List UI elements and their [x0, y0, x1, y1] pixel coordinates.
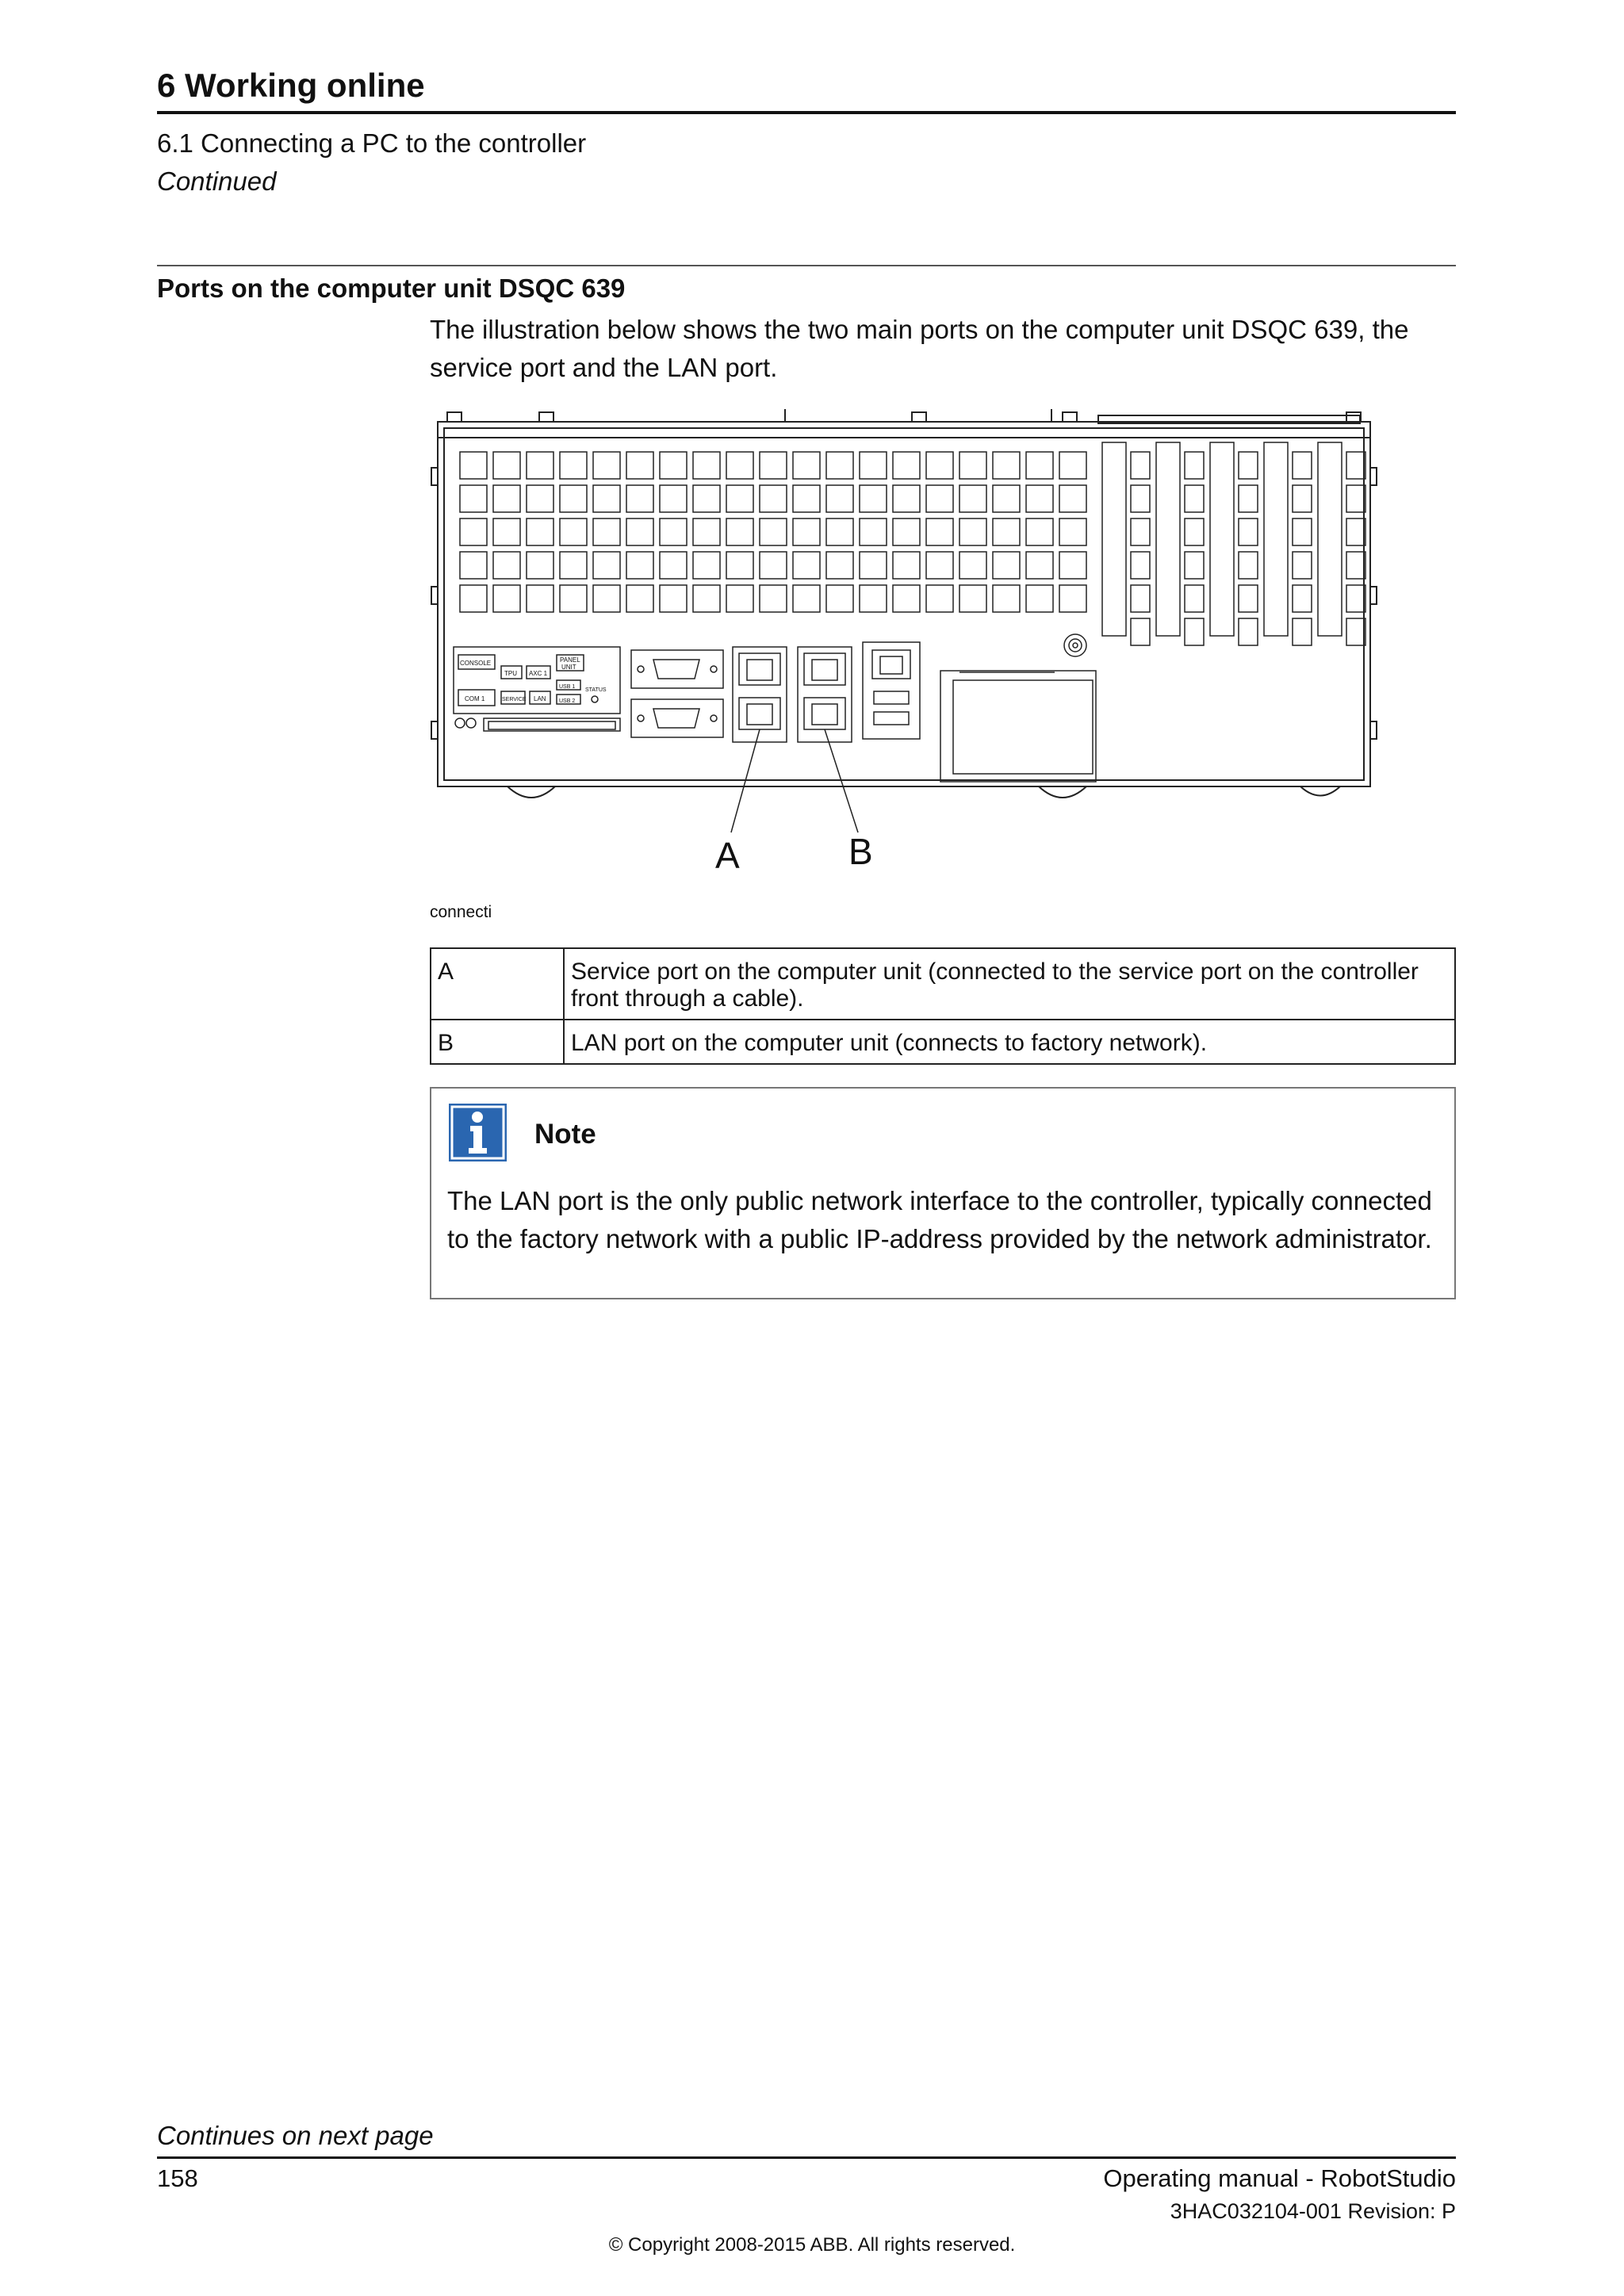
- chassis-outline: [438, 422, 1370, 786]
- footer-rule: [157, 2156, 1456, 2159]
- label-usb2: USB 2: [559, 698, 576, 704]
- legend-table: [430, 947, 1456, 1065]
- legend-text: LAN port on the computer unit (connects to factory network).: [564, 1020, 1455, 1064]
- header-rule: [157, 111, 1456, 114]
- label-axc1: AXC 1: [529, 670, 548, 677]
- section-title: 6.1 Connecting a PC to the controller: [157, 128, 587, 158]
- table-row: [431, 1020, 1455, 1064]
- table-row: [431, 948, 1455, 1020]
- note-text: The LAN port is the only public network interface to the controller, typically connected to the factory network with a public IP-address provided by the network administrator.: [447, 1186, 1432, 1253]
- label-service: SERVICE: [502, 697, 527, 702]
- legend-key: A: [431, 948, 564, 1020]
- callout-a: A: [715, 835, 740, 876]
- page-number: 158: [157, 2164, 198, 2192]
- continues-label: Continues on next page: [157, 2121, 434, 2150]
- label-lan: LAN: [534, 695, 546, 702]
- label-tpu: TPU: [504, 670, 517, 677]
- info-icon: [449, 1104, 507, 1161]
- callout-b: B: [848, 831, 873, 872]
- label-panel: PANEL: [560, 656, 580, 664]
- service-port-block: [733, 647, 787, 742]
- vent-grid: [460, 452, 1086, 612]
- label-status: STATUS: [585, 687, 607, 693]
- expansion-slots: [1102, 442, 1365, 645]
- chapter-title: 6 Working online: [157, 67, 425, 104]
- note-box: [430, 1087, 1456, 1299]
- continued-label: Continued: [157, 166, 277, 196]
- figure-id: connecti: [430, 903, 492, 921]
- label-usb1: USB 1: [559, 684, 576, 690]
- label-console: CONSOLE: [460, 660, 492, 667]
- subheading: Ports on the computer unit DSQC 639: [157, 274, 626, 303]
- document-id: 3HAC032104-001 Revision: P: [1170, 2199, 1456, 2223]
- intro-paragraph: The illustration below shows the two main ports on the computer unit DSQC 639, the service port and the LAN port.: [430, 315, 1409, 382]
- copyright: © Copyright 2008-2015 ABB. All rights reserved.: [608, 2234, 1016, 2256]
- label-unit: UNIT: [561, 664, 576, 671]
- lan-port-block: [798, 647, 852, 742]
- subheading-rule: [157, 265, 1456, 266]
- legend-text: Service port on the computer unit (connected to the service port on the controller front through a cable).: [564, 948, 1455, 1020]
- note-title: Note: [534, 1119, 596, 1150]
- legend-key: B: [431, 1020, 564, 1064]
- manual-title: Operating manual - RobotStudio: [1103, 2164, 1456, 2192]
- label-com1: COM 1: [465, 695, 485, 702]
- computer-unit-illustration: [428, 404, 1380, 890]
